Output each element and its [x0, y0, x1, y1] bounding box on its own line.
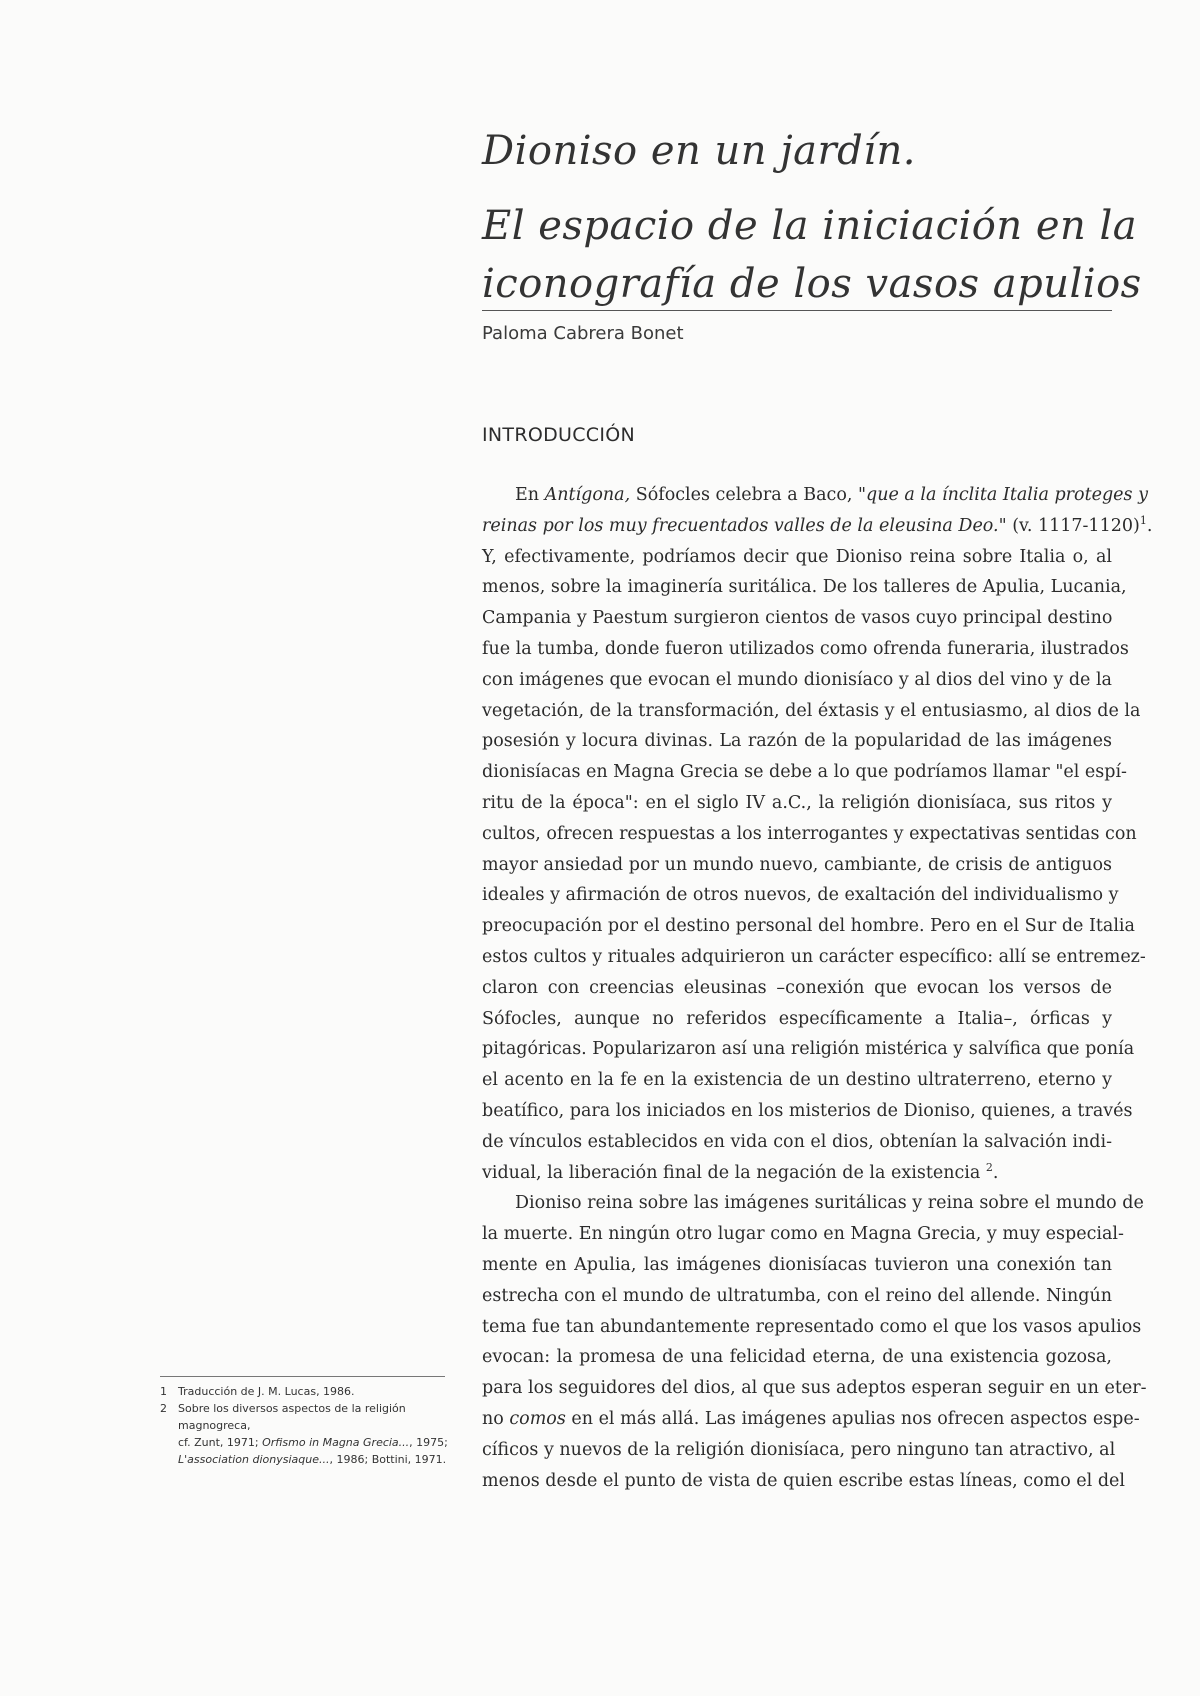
footnote — [160, 1383, 460, 1400]
text-line: Y, efectivamente, podríamos decir que Dioniso reina sobre Italia o, al — [482, 546, 1112, 567]
footnote-text: Traducción de J. M. Lucas, 1986. — [178, 1385, 355, 1398]
text-line: pitagóricas. Popularizaron así una religión mistérica y salvífica que ponía — [482, 1039, 1135, 1060]
text-line: estos cultos y rituales adquirieron un carácter específico: allí se entremez- — [482, 946, 1146, 967]
text-line: vegetación, de la transformación, del éxtasis y el entusiasmo, al dios de la — [482, 700, 1141, 721]
title-divider — [482, 310, 1112, 311]
text-line: preocupación por el destino personal del hombre. Pero en el Sur de Italia — [482, 916, 1135, 937]
text-line: menos, sobre la imaginería suritálica. De los talleres de Apulia, Lucania, — [482, 577, 1127, 598]
footnote-text: Sobre los diversos aspectos de la religión magnogreca, — [178, 1402, 406, 1432]
text-line: claron con creencias eleusinas –conexión que evocan los versos de — [482, 977, 1112, 998]
footnote — [160, 1400, 460, 1468]
text-line: estrecha con el mundo de ultratumba, con el reino del allende. Ningún — [482, 1285, 1112, 1306]
text-line: el acento en la fe en la existencia de un destino ultraterreno, eterno y — [482, 1070, 1112, 1091]
footnote-number: 2 — [160, 1402, 167, 1415]
text-line: la muerte. En ningún otro lugar como en Magna Grecia, y muy especial- — [482, 1224, 1124, 1245]
title-line-3: iconografía de los vasos apulios — [482, 261, 1142, 307]
text-line: ritu de la época": en el siglo IV a.C., la religión dionisíaca, sus ritos y — [482, 792, 1112, 813]
text-line: evocan: la promesa de una felicidad eterna, de una existencia gozosa, — [482, 1347, 1112, 1368]
title-line-2: El espacio de la iniciación en la — [482, 203, 1138, 249]
footnote-number: 1 — [160, 1385, 167, 1398]
text-line: fue la tumba, donde fueron utilizados como ofrenda funeraria, ilustrados — [482, 638, 1129, 659]
title-line-1: Dioniso en un jardín. — [482, 128, 916, 174]
footnote-divider — [160, 1376, 445, 1377]
text-line: tema fue tan abundantemente representado como el que los vasos apulios — [482, 1316, 1142, 1337]
text-line: cíficos y nuevos de la religión dionisíaca, pero ninguno tan atractivo, al — [482, 1439, 1116, 1460]
text-line: Dioniso reina sobre las imágenes suritálicas y reina sobre el mundo de — [515, 1193, 1144, 1214]
text-line: para los seguidores del dios, al que sus adeptos esperan seguir en un eter- — [482, 1378, 1147, 1399]
text-line: reinas por los muy frecuentados valles de la eleusina Deo." (v. 1117-1120)$^1$. — [482, 513, 1153, 536]
text-line: vidual, la liberación final de la negación de la existencia $^2$. — [482, 1160, 999, 1183]
text-line: mente en Apulia, las imágenes dionisíacas tuvieron una conexión tan — [482, 1254, 1112, 1275]
footnote-text: L'association dionysiaque..., 1986; Bottini, 1971. — [178, 1453, 447, 1466]
text-line: menos desde el punto de vista de quien escribe estas líneas, como el del — [482, 1470, 1125, 1491]
text-line: no comos en el más allá. Las imágenes apulias nos ofrecen aspectos espe- — [482, 1408, 1140, 1429]
text-line: beatífico, para los iniciados en los misterios de Dioniso, quienes, a través — [482, 1100, 1133, 1121]
author-name: Paloma Cabrera Bonet — [482, 323, 684, 344]
text-line: con imágenes que evocan el mundo dionisíaco y al dios del vino y de la — [482, 669, 1112, 690]
body-text — [482, 480, 1153, 1496]
text-line: Campania y Paestum surgieron cientos de vasos cuyo principal destino — [482, 608, 1113, 629]
footnote-ref: 1 — [1139, 513, 1147, 527]
text-line: de vínculos establecidos en vida con el dios, obtenían la salvación indi- — [482, 1131, 1112, 1152]
footnote-text: cf. Zunt, 1971; Orfismo in Magna Grecia..., 1975; — [178, 1436, 448, 1449]
footnote-ref: 2 — [985, 1160, 993, 1174]
text-line: cultos, ofrecen respuestas a los interrogantes y expectativas sentidas con — [482, 823, 1137, 844]
text-line: En Antígona, Sófocles celebra a Baco, "que a la ínclita Italia proteges y — [515, 485, 1148, 505]
text-line: posesión y locura divinas. La razón de la popularidad de las imágenes — [482, 731, 1112, 752]
section-heading: INTRODUCCIÓN — [482, 424, 636, 446]
footnotes — [160, 1376, 460, 1468]
text-line: mayor ansiedad por un mundo nuevo, cambiante, de crisis de antiguos — [482, 854, 1112, 875]
text-line: dionisíacas en Magna Grecia se debe a lo que podríamos llamar "el espí- — [482, 762, 1127, 783]
text-line: Sófocles, aunque no referidos específicamente a Italia–, órficas y — [482, 1008, 1112, 1029]
text-line: ideales y afirmación de otros nuevos, de exaltación del individualismo y — [482, 885, 1119, 906]
